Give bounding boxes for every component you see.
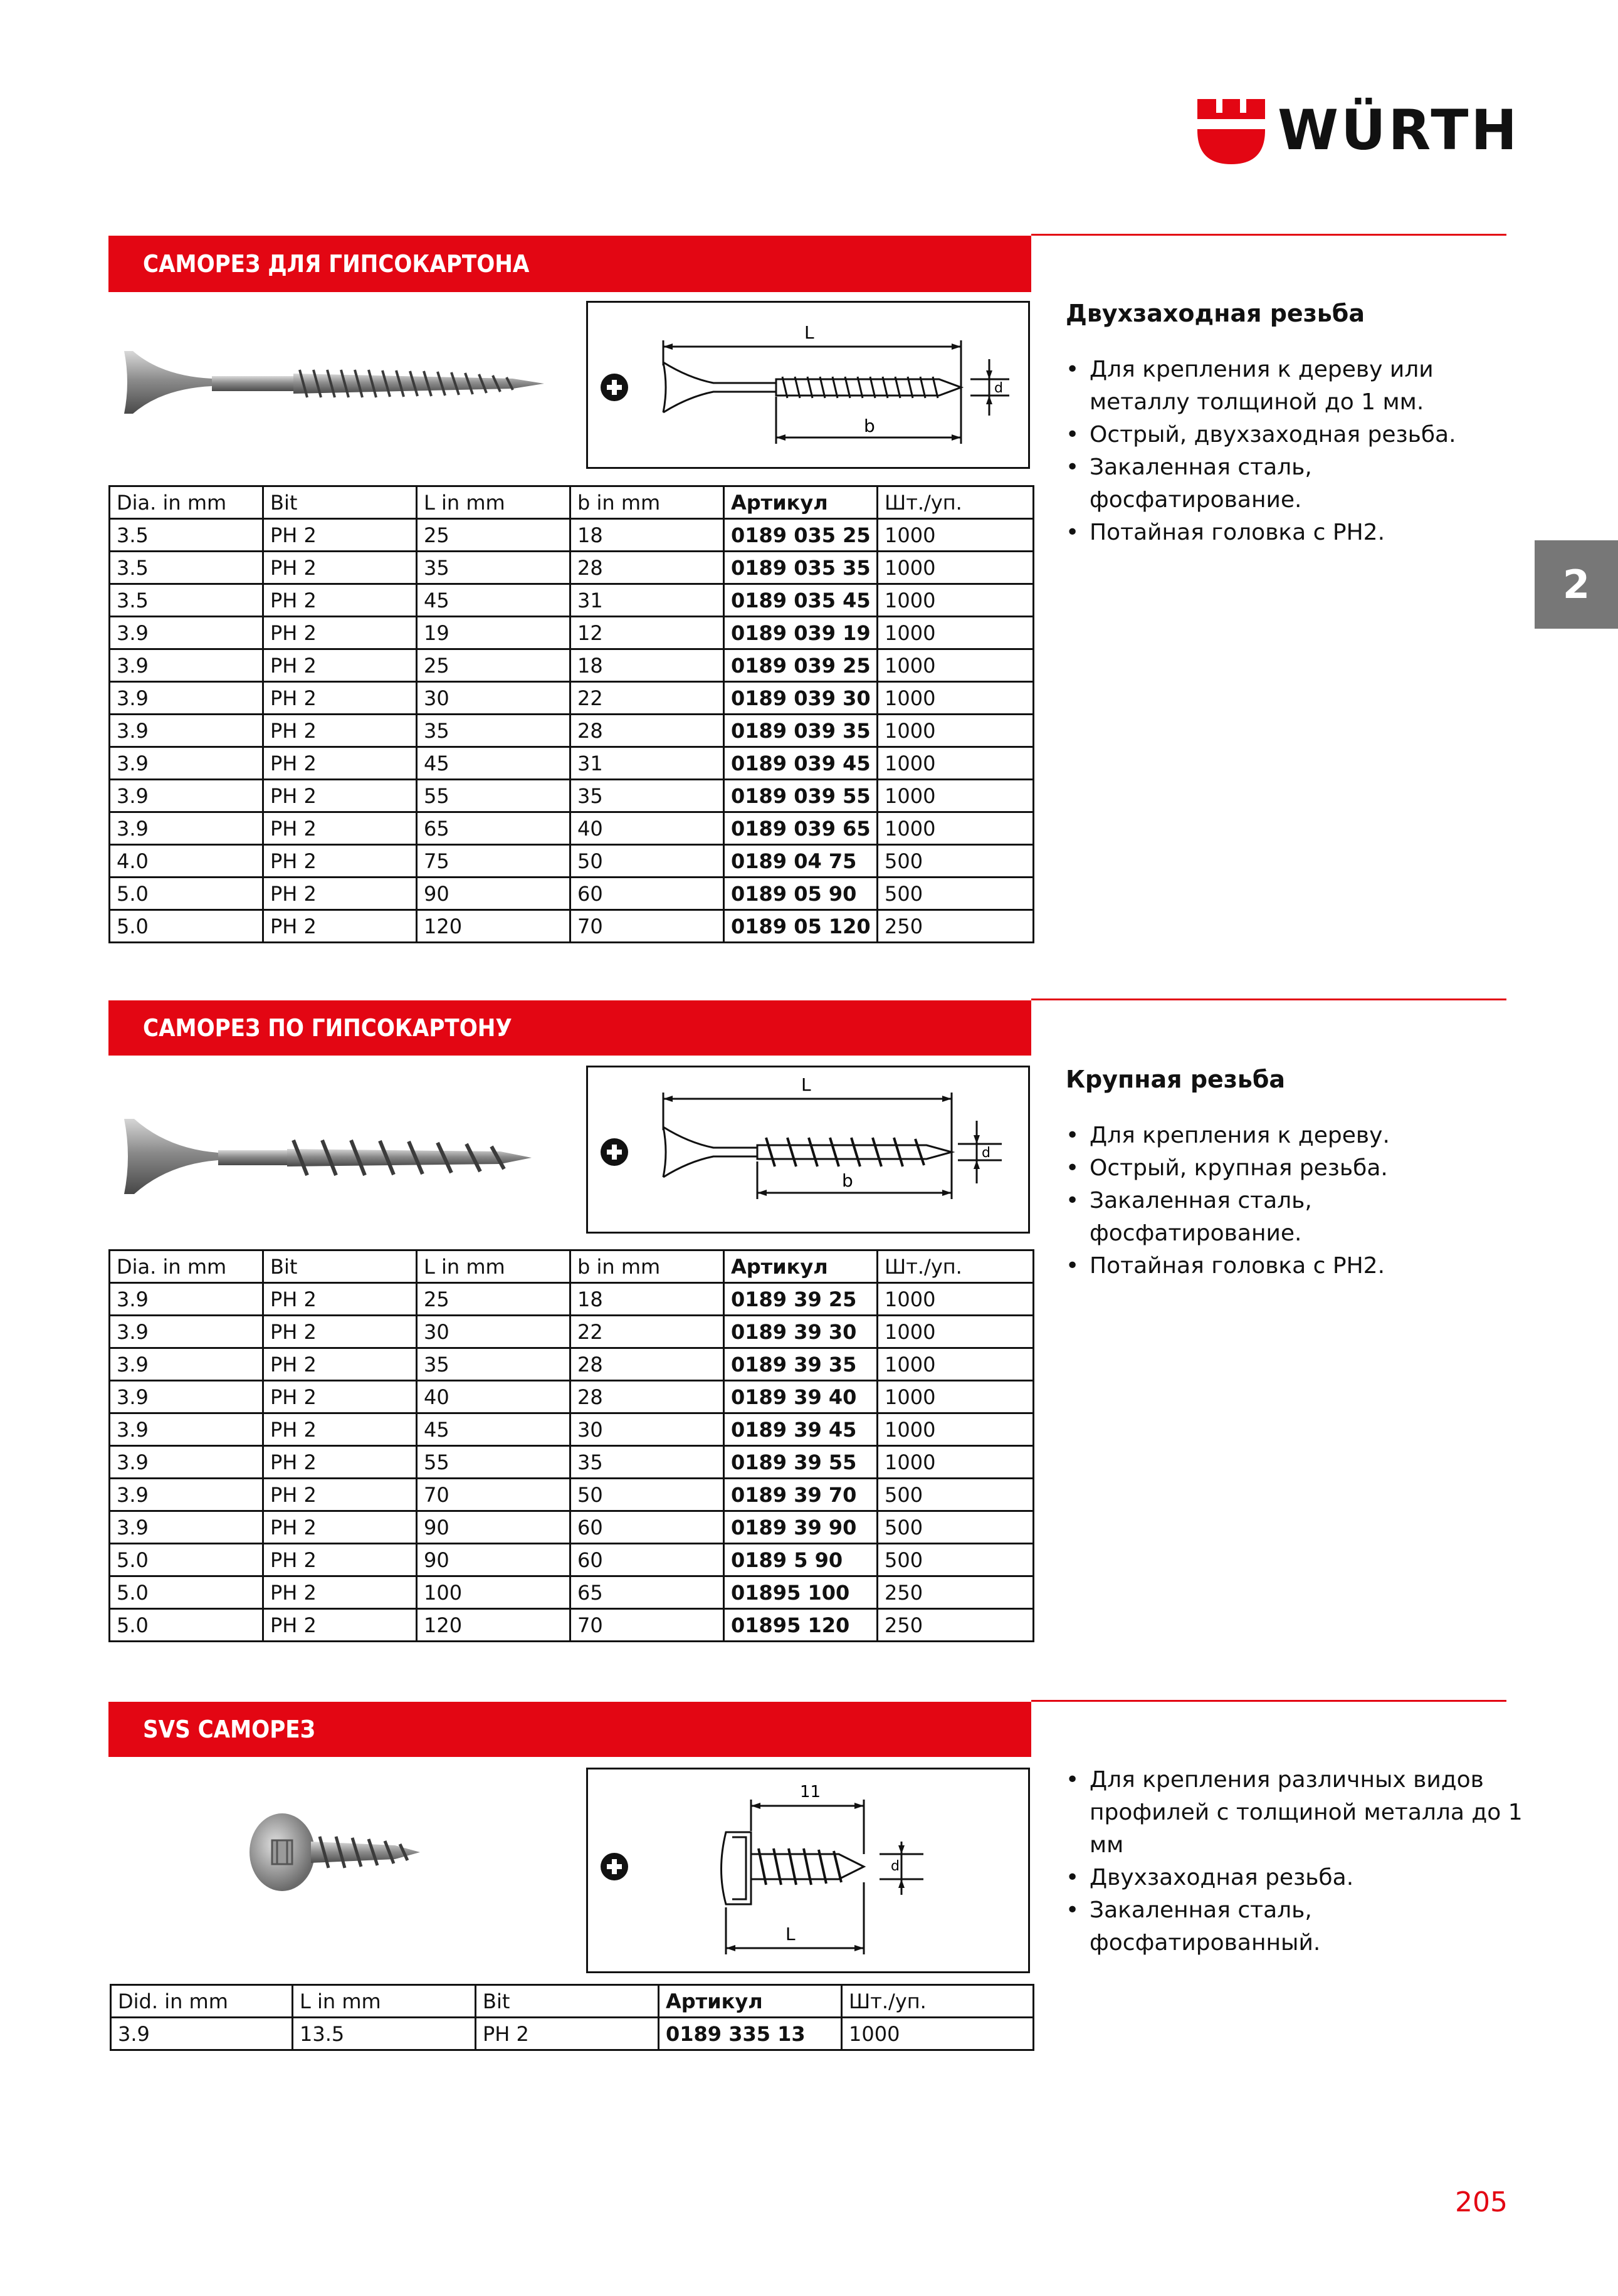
table-cell: 1000 (878, 747, 1034, 780)
feature-item: • Острый, двухзаходная резьба. (1066, 419, 1530, 451)
column-header: Артикул (724, 1250, 878, 1283)
feature-list (1066, 1764, 1530, 1959)
column-header: Bit (263, 486, 417, 519)
table-cell: PH 2 (263, 1381, 417, 1413)
article-number-cell: 0189 039 19 (724, 617, 878, 649)
table-cell: 250 (878, 1576, 1034, 1609)
table-cell: PH 2 (263, 812, 417, 845)
spec-table (108, 1249, 1034, 1642)
column-header: Bit (263, 1250, 417, 1283)
table-row (110, 1413, 1034, 1446)
table-cell: 1000 (878, 1446, 1034, 1479)
table-cell: PH 2 (263, 682, 417, 715)
table-cell: 30 (417, 1316, 570, 1348)
table-cell: 31 (570, 747, 724, 780)
table-row (110, 1479, 1034, 1511)
table-cell: PH 2 (263, 1446, 417, 1479)
table-cell: 5.0 (110, 878, 263, 910)
label-b: b (864, 416, 875, 436)
table-row (110, 682, 1034, 715)
section-divider (1031, 999, 1506, 1000)
table-cell: 3.9 (110, 1479, 263, 1511)
table-cell: 31 (570, 584, 724, 617)
table-header-row (110, 1250, 1034, 1283)
table-cell: 35 (417, 1348, 570, 1381)
article-number-cell: 0189 035 25 (724, 519, 878, 552)
article-number-cell: 0189 39 55 (724, 1446, 878, 1479)
table-cell: 1000 (878, 584, 1034, 617)
table-cell: 60 (570, 1511, 724, 1544)
article-number-cell: 0189 04 75 (724, 845, 878, 878)
feature-item: • Закаленная сталь, фосфатирование. (1066, 1185, 1530, 1250)
table-cell: 22 (570, 682, 724, 715)
table-row (110, 552, 1034, 584)
screw-photo-coarse-thread (112, 1094, 563, 1219)
table-cell: 70 (570, 910, 724, 943)
column-header: b in mm (570, 486, 724, 519)
phillips-head-icon (601, 374, 628, 401)
table-cell: 500 (878, 845, 1034, 878)
column-header: L in mm (417, 486, 570, 519)
table-cell: 1000 (842, 2018, 1034, 2050)
article-number-cell: 0189 39 25 (724, 1283, 878, 1316)
table-cell: 18 (570, 649, 724, 682)
table-cell: 3.5 (110, 519, 263, 552)
table-cell: 500 (878, 878, 1034, 910)
column-header: Артикул (724, 486, 878, 519)
table-cell: 70 (417, 1479, 570, 1511)
label-L: L (785, 1924, 796, 1944)
table-cell: PH 2 (476, 2018, 659, 2050)
table-cell: 1000 (878, 617, 1034, 649)
table-cell: 100 (417, 1576, 570, 1609)
table-cell: 3.9 (110, 1446, 263, 1479)
feature-item: • Потайная головка с PH2. (1066, 1250, 1530, 1282)
table-row (111, 2018, 1034, 2050)
table-cell: 18 (570, 519, 724, 552)
table-cell: 45 (417, 1413, 570, 1446)
product-description (1066, 1063, 1530, 1282)
table-cell: PH 2 (263, 1479, 417, 1511)
label-top-dimension: 11 (800, 1783, 821, 1801)
table-cell: 30 (570, 1413, 724, 1446)
table-cell: 55 (417, 1446, 570, 1479)
article-number-cell: 0189 39 30 (724, 1316, 878, 1348)
table-row (110, 1609, 1034, 1642)
table-header-row (110, 486, 1034, 519)
table-row (110, 1381, 1034, 1413)
table-cell: 5.0 (110, 1544, 263, 1576)
article-number-cell: 0189 39 35 (724, 1348, 878, 1381)
table-row (110, 1544, 1034, 1576)
table-cell: 1000 (878, 812, 1034, 845)
label-b: b (842, 1170, 853, 1191)
feature-item: • Острый, крупная резьба. (1066, 1152, 1530, 1185)
table-cell: 5.0 (110, 1609, 263, 1642)
feature-item: • Двухзаходная резьба. (1066, 1862, 1530, 1894)
table-cell: 28 (570, 715, 724, 747)
table-cell: 5.0 (110, 910, 263, 943)
table-cell: PH 2 (263, 519, 417, 552)
table-row (110, 878, 1034, 910)
label-d: d (891, 1858, 900, 1874)
table-cell: 120 (417, 910, 570, 943)
table-cell: 1000 (878, 1348, 1034, 1381)
table-cell: 3.5 (110, 584, 263, 617)
table-cell: PH 2 (263, 1544, 417, 1576)
table-row (110, 910, 1034, 943)
table-cell: PH 2 (263, 845, 417, 878)
dimension-diagram (586, 301, 1030, 469)
page-number: 205 (1455, 2186, 1508, 2218)
table-cell: PH 2 (263, 1511, 417, 1544)
table-cell: 50 (570, 1479, 724, 1511)
table-row (110, 617, 1034, 649)
table-cell: 28 (570, 552, 724, 584)
column-header: Артикул (659, 1985, 842, 2018)
table-cell: PH 2 (263, 1316, 417, 1348)
screw-drawing (588, 303, 1028, 467)
feature-item: • Для крепления к дереву или металлу толщиной до 1 мм. (1066, 354, 1530, 419)
table-cell: 25 (417, 649, 570, 682)
dimension-diagram (586, 1768, 1030, 1973)
table-row (110, 1316, 1034, 1348)
table-cell: 500 (878, 1479, 1034, 1511)
table-cell: 3.9 (110, 1348, 263, 1381)
column-header: Шт./уп. (842, 1985, 1034, 2018)
table-cell: 25 (417, 1283, 570, 1316)
table-row (110, 812, 1034, 845)
table-cell: 3.9 (110, 617, 263, 649)
section-title: САМОРЕЗ ДЛЯ ГИПСОКАРТОНА (108, 236, 1031, 292)
dimension-diagram (586, 1066, 1030, 1234)
article-number-cell: 0189 039 55 (724, 780, 878, 812)
table-cell: 1000 (878, 552, 1034, 584)
feature-item: • Закаленная сталь, фосфатирование. (1066, 451, 1530, 516)
table-cell: PH 2 (263, 1609, 417, 1642)
phillips-head-icon (601, 1853, 628, 1880)
table-cell: PH 2 (263, 1576, 417, 1609)
column-header: Dia. in mm (110, 1250, 263, 1283)
article-number-cell: 01895 100 (724, 1576, 878, 1609)
table-cell: 1000 (878, 1381, 1034, 1413)
table-cell: 3.9 (110, 682, 263, 715)
column-header: Bit (476, 1985, 659, 2018)
table-row (110, 845, 1034, 878)
spec-table (110, 1984, 1034, 2051)
column-header: b in mm (570, 1250, 724, 1283)
article-number-cell: 01895 120 (724, 1609, 878, 1642)
column-header: L in mm (293, 1985, 476, 2018)
table-header-row (111, 1985, 1034, 2018)
table-cell: 25 (417, 519, 570, 552)
wurth-logo-icon (1197, 99, 1265, 164)
table-cell: PH 2 (263, 552, 417, 584)
table-cell: 40 (570, 812, 724, 845)
article-number-cell: 0189 39 90 (724, 1511, 878, 1544)
table-cell: 28 (570, 1348, 724, 1381)
table-cell: 1000 (878, 715, 1034, 747)
table-cell: PH 2 (263, 584, 417, 617)
column-header: L in mm (417, 1250, 570, 1283)
wurth-logo (1197, 95, 1520, 170)
label-L: L (801, 1074, 811, 1095)
phillips-head-icon (601, 1138, 628, 1166)
table-cell: 1000 (878, 649, 1034, 682)
table-cell: 35 (417, 552, 570, 584)
table-row (110, 519, 1034, 552)
table-cell: 1000 (878, 1283, 1034, 1316)
article-number-cell: 0189 035 35 (724, 552, 878, 584)
feature-item: • Закаленная сталь, фосфатированный. (1066, 1894, 1530, 1959)
feature-item: • Потайная головка с PH2. (1066, 516, 1530, 549)
table-cell: 18 (570, 1283, 724, 1316)
table-cell: PH 2 (263, 1413, 417, 1446)
table-cell: 250 (878, 910, 1034, 943)
label-L: L (804, 322, 814, 343)
spec-table (108, 485, 1034, 943)
table-cell: 75 (417, 845, 570, 878)
table-cell: 3.9 (110, 1283, 263, 1316)
table-row (110, 1283, 1034, 1316)
table-cell: 12 (570, 617, 724, 649)
table-row (110, 1446, 1034, 1479)
table-row (110, 1348, 1034, 1381)
table-cell: 90 (417, 1511, 570, 1544)
article-number-cell: 0189 039 35 (724, 715, 878, 747)
table-row (110, 584, 1034, 617)
table-row (110, 1576, 1034, 1609)
feature-item: • Для крепления к дереву. (1066, 1119, 1530, 1152)
table-cell: 30 (417, 682, 570, 715)
table-cell: 250 (878, 1609, 1034, 1642)
description-title: Крупная резьба (1066, 1066, 1286, 1093)
table-cell: 90 (417, 878, 570, 910)
table-cell: 28 (570, 1381, 724, 1413)
table-cell: 3.9 (110, 649, 263, 682)
table-cell: PH 2 (263, 1348, 417, 1381)
article-number-cell: 0189 5 90 (724, 1544, 878, 1576)
screw-photo-fine-thread (112, 326, 563, 439)
table-cell: 13.5 (293, 2018, 476, 2050)
article-number-cell: 0189 035 45 (724, 584, 878, 617)
article-number-cell: 0189 05 90 (724, 878, 878, 910)
table-cell: PH 2 (263, 649, 417, 682)
screw-photo-pan-head (232, 1793, 445, 1905)
table-cell: 5.0 (110, 1576, 263, 1609)
table-cell: 1000 (878, 1413, 1034, 1446)
table-cell: PH 2 (263, 780, 417, 812)
label-d: d (994, 380, 1003, 396)
table-cell: 3.9 (110, 780, 263, 812)
table-cell: 35 (570, 780, 724, 812)
feature-item: • Для крепления различных видов профилей с толщиной металла до 1 мм (1066, 1764, 1530, 1862)
section-title: SVS САМОРЕЗ (108, 1702, 1031, 1757)
column-header: Шт./уп. (878, 486, 1034, 519)
table-cell: 3.9 (110, 715, 263, 747)
product-description (1066, 1764, 1530, 1959)
table-cell: 3.9 (110, 747, 263, 780)
article-number-cell: 0189 039 65 (724, 812, 878, 845)
table-cell: 1000 (878, 519, 1034, 552)
description-title: Двухзаходная резьба (1066, 300, 1365, 327)
table-row (110, 715, 1034, 747)
table-cell: 90 (417, 1544, 570, 1576)
table-cell: 500 (878, 1511, 1034, 1544)
table-cell: 65 (417, 812, 570, 845)
table-cell: PH 2 (263, 878, 417, 910)
section-divider (1031, 1700, 1506, 1702)
table-cell: 65 (570, 1576, 724, 1609)
feature-list (1066, 354, 1530, 549)
article-number-cell: 0189 39 70 (724, 1479, 878, 1511)
article-number-cell: 0189 05 120 (724, 910, 878, 943)
table-cell: 40 (417, 1381, 570, 1413)
article-number-cell: 0189 39 40 (724, 1381, 878, 1413)
table-cell: 60 (570, 1544, 724, 1576)
table-cell: 55 (417, 780, 570, 812)
column-header: Шт./уп. (878, 1250, 1034, 1283)
table-cell: 120 (417, 1609, 570, 1642)
table-cell: 500 (878, 1544, 1034, 1576)
table-row (110, 780, 1034, 812)
table-cell: 35 (417, 715, 570, 747)
article-number-cell: 0189 39 45 (724, 1413, 878, 1446)
label-d: d (982, 1145, 990, 1161)
article-number-cell: 0189 039 45 (724, 747, 878, 780)
section-title: САМОРЕЗ ПО ГИПСОКАРТОНУ (108, 1000, 1031, 1056)
screw-drawing (588, 1769, 1028, 1971)
table-cell: 19 (417, 617, 570, 649)
table-cell: 45 (417, 584, 570, 617)
table-cell: 3.9 (110, 812, 263, 845)
table-row (110, 649, 1034, 682)
table-row (110, 747, 1034, 780)
table-cell: 3.5 (110, 552, 263, 584)
section-divider (1031, 234, 1506, 236)
table-cell: 3.9 (111, 2018, 293, 2050)
table-row (110, 1511, 1034, 1544)
table-cell: 22 (570, 1316, 724, 1348)
column-header: Dia. in mm (110, 486, 263, 519)
table-cell: 4.0 (110, 845, 263, 878)
article-number-cell: 0189 335 13 (659, 2018, 842, 2050)
table-cell: 3.9 (110, 1413, 263, 1446)
table-cell: PH 2 (263, 715, 417, 747)
article-number-cell: 0189 039 25 (724, 649, 878, 682)
table-cell: PH 2 (263, 1283, 417, 1316)
table-cell: 3.9 (110, 1316, 263, 1348)
table-cell: 45 (417, 747, 570, 780)
screw-drawing (588, 1067, 1028, 1232)
column-header: Did. in mm (111, 1985, 293, 2018)
table-cell: 3.9 (110, 1511, 263, 1544)
table-cell: 1000 (878, 1316, 1034, 1348)
table-cell: 3.9 (110, 1381, 263, 1413)
table-cell: 60 (570, 878, 724, 910)
chapter-tab[interactable]: 2 (1535, 540, 1618, 629)
product-description (1066, 297, 1530, 549)
table-cell: PH 2 (263, 747, 417, 780)
feature-list (1066, 1119, 1530, 1282)
table-cell: 35 (570, 1446, 724, 1479)
table-cell: PH 2 (263, 617, 417, 649)
table-cell: 50 (570, 845, 724, 878)
table-cell: 70 (570, 1609, 724, 1642)
table-cell: 1000 (878, 780, 1034, 812)
table-cell: PH 2 (263, 910, 417, 943)
article-number-cell: 0189 039 30 (724, 682, 878, 715)
table-cell: 1000 (878, 682, 1034, 715)
brand-name: WÜRTH (1278, 98, 1520, 162)
